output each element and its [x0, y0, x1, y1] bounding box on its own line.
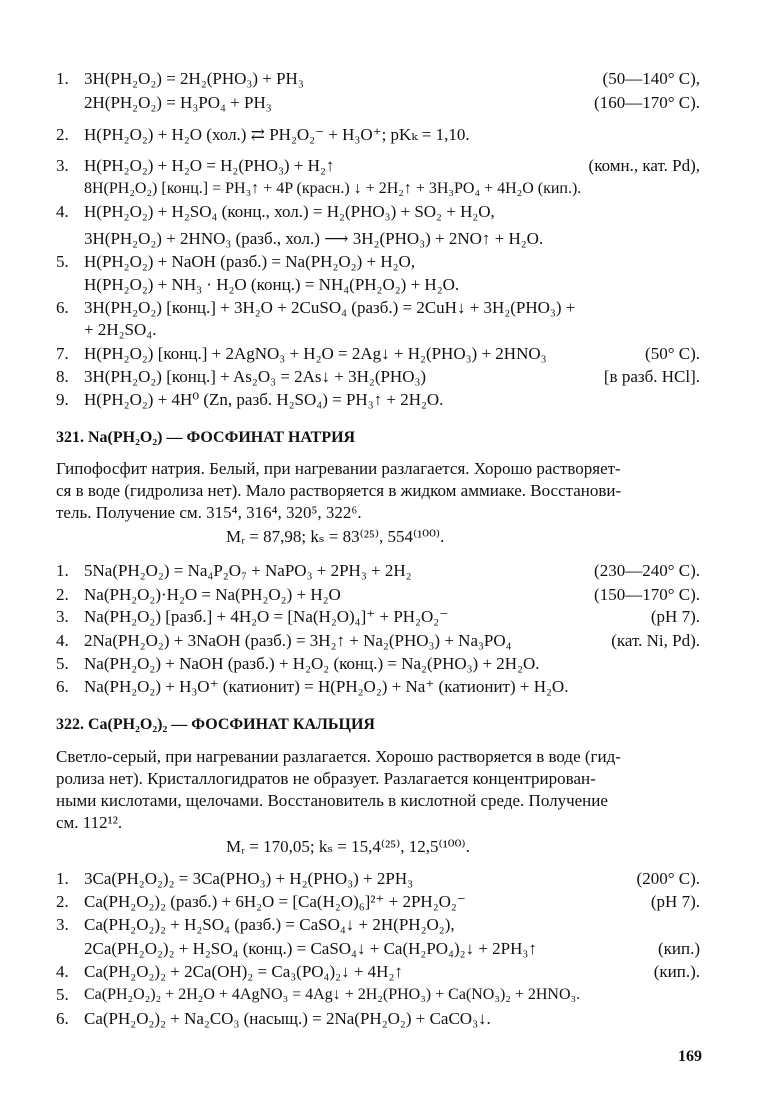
page-number: 169 — [678, 1048, 702, 1065]
reaction-condition: (160—170° C). — [594, 93, 700, 112]
reaction-equation: 8H(PH₂O₂) [конц.] = PH₃↑ + 4P (красн.) ↓ + 2H₂↑ + 3H₃PO₄ + 4H₂O (кип.). — [84, 180, 582, 197]
reaction-condition: (pH 7). — [650, 607, 700, 626]
reaction-condition: (кат. Ni, Pd). — [611, 631, 700, 650]
reaction-equation: H(PH₂O₂) + 4H⁰ (Zn, разб. H₂SO₄) = PH₃↑ + 2H₂O. — [84, 390, 444, 409]
paragraph-line: тель. Получение см. 315⁴, 316⁴, 320⁵, 322⁶. — [56, 503, 362, 522]
reaction-number: 1. — [56, 869, 69, 888]
reaction-number: 2. — [56, 125, 69, 144]
reaction-equation: 2Na(PH₂O₂) + 3NaOH (разб.) = 3H₂↑ + Na₂(PHO₃) + Na₃PO₄ — [84, 631, 512, 650]
reaction-number: 8. — [56, 367, 69, 386]
section-heading-322: 322. Ca(PH₂O₂)₂ — ФОСФИНАТ КАЛЬЦИЯ — [56, 716, 375, 733]
reaction-equation: Na(PH₂O₂) [разб.] + 4H₂O = [Na(H₂O)₄]⁺ + PH₂O₂⁻ — [84, 607, 449, 626]
reaction-number: 1. — [56, 69, 69, 88]
reaction-equation: Ca(PH₂O₂)₂ + 2Ca(OH)₂ = Ca₃(PO₄)₂↓ + 4H₂↑ — [84, 962, 403, 981]
reaction-number: 6. — [56, 1009, 69, 1028]
reaction-condition: (кип.) — [657, 939, 700, 958]
reaction-equation: H(PH₂O₂) [конц.] + 2AgNO₃ + H₂O = 2Ag↓ + H₂(PHO₃) + 2HNO₃ — [84, 344, 547, 363]
reaction-number: 6. — [56, 677, 69, 696]
reaction-number: 1. — [56, 561, 69, 580]
paragraph-line: ными кислотами, щелочами. Восстановитель в кислотной среде. Получение — [56, 791, 608, 810]
reaction-equation: Ca(PH₂O₂)₂ + H₂SO₄ (разб.) = CaSO₄↓ + 2H(PH₂O₂), — [84, 915, 455, 934]
reaction-number: 5. — [56, 985, 69, 1004]
reaction-condition: (150—170° C). — [594, 585, 700, 604]
section-321-paragraph — [56, 458, 702, 524]
reaction-number: 3. — [56, 607, 69, 626]
reaction-equation: 3H(PH₂O₂) + 2HNO₃ (разб., хол.) ⟶ 3H₂(PHO₃) + 2NO↑ + H₂O. — [84, 229, 544, 248]
reaction-number: 4. — [56, 202, 69, 221]
section-322-properties: Mᵣ = 170,05; kₛ = 15,4⁽²⁵⁾, 12,5⁽¹⁰⁰⁾. — [226, 837, 470, 856]
reaction-number: 4. — [56, 631, 69, 650]
reaction-equation: 3H(PH₂O₂) [конц.] + As₂O₃ = 2As↓ + 3H₂(PHO₃) — [84, 367, 427, 386]
reaction-equation: 2H(PH₂O₂) = H₃PO₄ + PH₃ — [84, 93, 272, 112]
reaction-equation: H(PH₂O₂) + H₂O (хол.) ⇄ PH₂O₂⁻ + H₃O⁺; pKₖ = 1,10. — [84, 125, 470, 144]
reaction-equation: + 2H₂SO₄. — [84, 320, 157, 339]
reaction-condition: [в разб. HCl]. — [603, 367, 700, 386]
reaction-number: 2. — [56, 892, 69, 911]
reaction-number: 5. — [56, 654, 69, 673]
paragraph-line: Светло-серый, при нагревании разлагается. Хорошо растворяется в воде (гид- — [56, 747, 621, 766]
reaction-equation: H(PH₂O₂) + NH₃ · H₂O (конц.) = NH₄(PH₂O₂) + H₂O. — [84, 275, 460, 294]
reaction-equation: H(PH₂O₂) + H₂O = H₂(PHO₃) + H₂↑ — [84, 156, 335, 175]
section-heading-321: 321. Na(PH₂O₂) — ФОСФИНАТ НАТРИЯ — [56, 429, 356, 446]
reaction-number: 9. — [56, 390, 69, 409]
section-322-paragraph — [56, 746, 702, 834]
reaction-equation: Ca(PH₂O₂)₂ (разб.) + 6H₂O = [Ca(H₂O)₆]²⁺ + 2PH₂O₂⁻ — [84, 892, 466, 911]
reaction-number: 6. — [56, 298, 69, 317]
reaction-equation: H(PH₂O₂) + NaOH (разб.) = Na(PH₂O₂) + H₂O, — [84, 252, 416, 271]
reaction-equation: 3H(PH₂O₂) [конц.] + 3H₂O + 2CuSO₄ (разб.) = 2CuH↓ + 3H₂(PHO₃) + — [84, 298, 576, 317]
reaction-number: 3. — [56, 915, 69, 934]
paragraph-line: см. 112¹². — [56, 813, 123, 832]
reaction-equation: Na(PH₂O₂) + NaOH (разб.) + H₂O₂ (конц.) = Na₂(PHO₃) + 2H₂O. — [84, 654, 540, 673]
reaction-condition: (комн., кат. Pd), — [588, 156, 700, 175]
reaction-equation: H(PH₂O₂) + H₂SO₄ (конц., хол.) = H₂(PHO₃) + SO₂ + H₂O, — [84, 202, 495, 221]
reaction-number: 3. — [56, 156, 69, 175]
reaction-condition: (50—140° C), — [602, 69, 700, 88]
reaction-equation: Na(PH₂O₂) + H₃O⁺ (катионит) = H(PH₂O₂) + Na⁺ (катионит) + H₂O. — [84, 677, 569, 696]
reaction-condition: (кип.). — [653, 962, 700, 981]
reaction-equation: 5Na(PH₂O₂) = Na₄P₂O₇ + NaPO₃ + 2PH₃ + 2H₂ — [84, 561, 412, 580]
reaction-condition: (50° C). — [645, 344, 700, 363]
paragraph-line: Гипофосфит натрия. Белый, при нагревании разлагается. Хорошо растворяет- — [56, 459, 621, 478]
reaction-equation: Na(PH₂O₂)·H₂O = Na(PH₂O₂) + H₂O — [84, 585, 341, 604]
reaction-condition: (pH 7). — [650, 892, 700, 911]
reaction-condition: (230—240° C). — [594, 561, 700, 580]
reaction-equation: 2Ca(PH₂O₂)₂ + H₂SO₄ (конц.) = CaSO₄↓ + Ca(H₂PO₄)₂↓ + 2PH₃↑ — [84, 939, 537, 958]
reaction-number: 7. — [56, 344, 69, 363]
reaction-equation: Ca(PH₂O₂)₂ + 2H₂O + 4AgNO₃ = 4Ag↓ + 2H₂(PHO₃) + Ca(NO₃)₂ + 2HNO₃. — [84, 986, 581, 1003]
reaction-number: 5. — [56, 252, 69, 271]
section-321-properties: Mᵣ = 87,98; kₛ = 83⁽²⁵⁾, 554⁽¹⁰⁰⁾. — [226, 527, 445, 546]
paragraph-line: ролиза нет). Кристаллогидратов не образует. Разлагается концентрирован- — [56, 769, 596, 788]
paragraph-line: ся в воде (гидролиза нет). Мало растворяется в жидком аммиаке. Восстанови- — [56, 481, 622, 500]
reaction-number: 4. — [56, 962, 69, 981]
reaction-equation: 3H(PH₂O₂) = 2H₂(PHO₃) + PH₃ — [84, 69, 304, 88]
reaction-equation: Ca(PH₂O₂)₂ + Na₂CO₃ (насыщ.) = 2Na(PH₂O₂) + CaCO₃↓. — [84, 1009, 491, 1028]
reaction-number: 2. — [56, 585, 69, 604]
reaction-equation: 3Ca(PH₂O₂)₂ = 3Ca(PHO₃) + H₂(PHO₃) + 2PH₃ — [84, 869, 414, 888]
reaction-condition: (200° C). — [636, 869, 700, 888]
